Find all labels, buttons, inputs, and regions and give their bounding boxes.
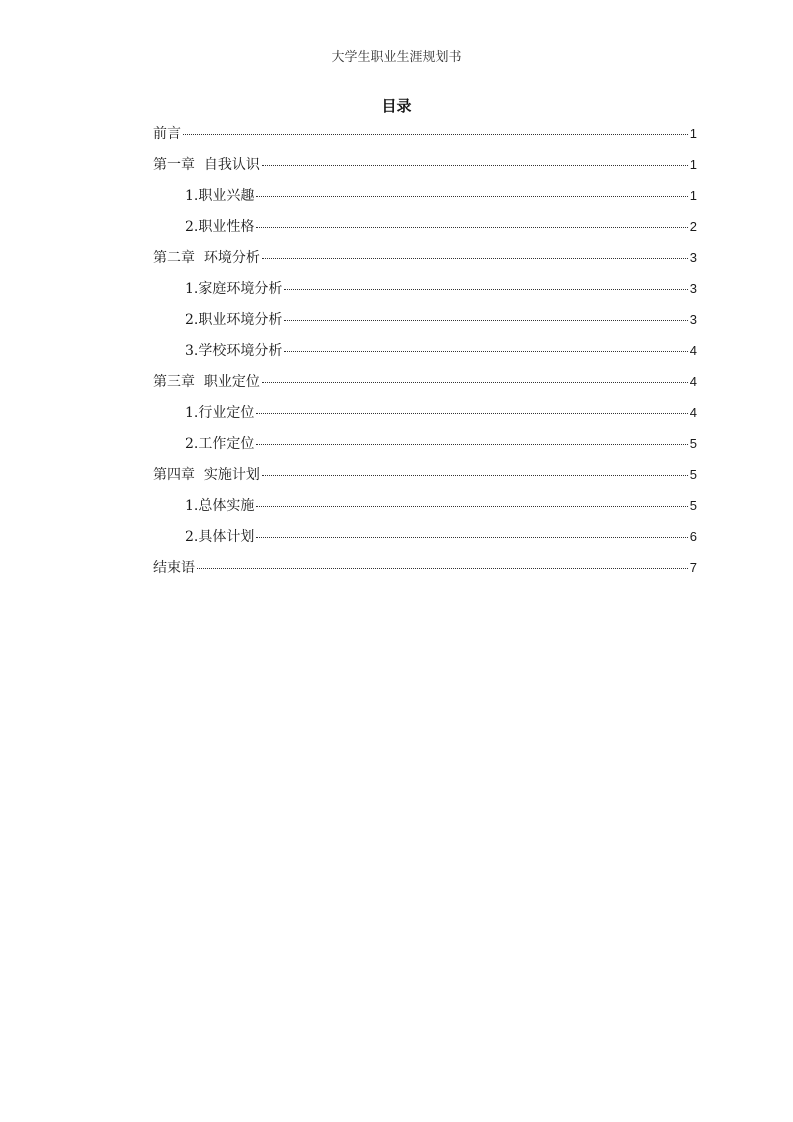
toc-entry-label: 1.职业兴趣 <box>185 188 255 204</box>
toc-entry-label: 第四章 实施计划 <box>153 467 260 483</box>
toc-entry-page: 3 <box>689 312 697 327</box>
dot-leader <box>262 257 688 259</box>
toc-entry-conclusion[interactable] <box>153 556 697 587</box>
toc-entry-page: 3 <box>689 281 697 296</box>
toc-title: 目录 <box>381 97 412 115</box>
toc-entry-label: 前言 <box>153 126 181 142</box>
toc-entry-section[interactable] <box>153 401 697 432</box>
dot-leader <box>262 164 688 166</box>
toc-entry-section[interactable] <box>153 525 697 556</box>
table-of-contents <box>153 122 697 587</box>
dot-leader <box>256 536 687 538</box>
toc-entry-page: 5 <box>689 436 697 451</box>
dot-leader <box>256 226 687 228</box>
toc-entry-page: 7 <box>689 560 697 575</box>
toc-entry-label: 3.学校环境分析 <box>185 343 283 359</box>
toc-entry-label: 第三章 职业定位 <box>153 374 260 390</box>
dot-leader <box>256 195 687 197</box>
running-header: 大学生职业生涯规划书 <box>331 50 462 65</box>
dot-leader <box>284 350 687 352</box>
toc-entry-section[interactable] <box>153 277 697 308</box>
dot-leader <box>284 288 687 290</box>
toc-entry-page: 2 <box>689 219 697 234</box>
toc-entry-section[interactable] <box>153 339 697 370</box>
toc-entry-page: 3 <box>689 250 697 265</box>
toc-entry-section[interactable] <box>153 215 697 246</box>
toc-entry-label: 第二章 环境分析 <box>153 250 260 266</box>
dot-leader <box>262 474 688 476</box>
toc-entry-section[interactable] <box>153 308 697 339</box>
toc-entry-label: 2.具体计划 <box>185 529 255 545</box>
toc-entry-label: 结束语 <box>153 560 195 576</box>
toc-entry-label: 2.职业环境分析 <box>185 312 283 328</box>
toc-entry-label: 2.职业性格 <box>185 219 255 235</box>
toc-entry-page: 5 <box>689 467 697 482</box>
dot-leader <box>183 133 688 135</box>
toc-entry-page: 4 <box>689 405 697 420</box>
toc-entry-section[interactable] <box>153 432 697 463</box>
toc-entry-label: 2.工作定位 <box>185 436 255 452</box>
toc-entry-label: 第一章 自我认识 <box>153 157 260 173</box>
toc-entry-section[interactable] <box>153 494 697 525</box>
dot-leader <box>256 412 687 414</box>
toc-entry-section[interactable] <box>153 184 697 215</box>
toc-entry-page: 4 <box>689 343 697 358</box>
dot-leader <box>256 443 687 445</box>
toc-entry-page: 5 <box>689 498 697 513</box>
toc-entry-label: 1.家庭环境分析 <box>185 281 283 297</box>
dot-leader <box>256 505 687 507</box>
toc-entry-chapter-3[interactable] <box>153 370 697 401</box>
toc-entry-page: 4 <box>689 374 697 389</box>
toc-entry-label: 1.总体实施 <box>185 498 255 514</box>
toc-entry-preface[interactable] <box>153 122 697 153</box>
dot-leader <box>197 567 688 569</box>
toc-entry-page: 1 <box>689 126 697 141</box>
toc-entry-page: 6 <box>689 529 697 544</box>
toc-entry-chapter-2[interactable] <box>153 246 697 277</box>
toc-entry-page: 1 <box>689 157 697 172</box>
toc-entry-chapter-1[interactable] <box>153 153 697 184</box>
dot-leader <box>284 319 687 321</box>
toc-entry-chapter-4[interactable] <box>153 463 697 494</box>
toc-entry-page: 1 <box>689 188 697 203</box>
toc-entry-label: 1.行业定位 <box>185 405 255 421</box>
dot-leader <box>262 381 688 383</box>
